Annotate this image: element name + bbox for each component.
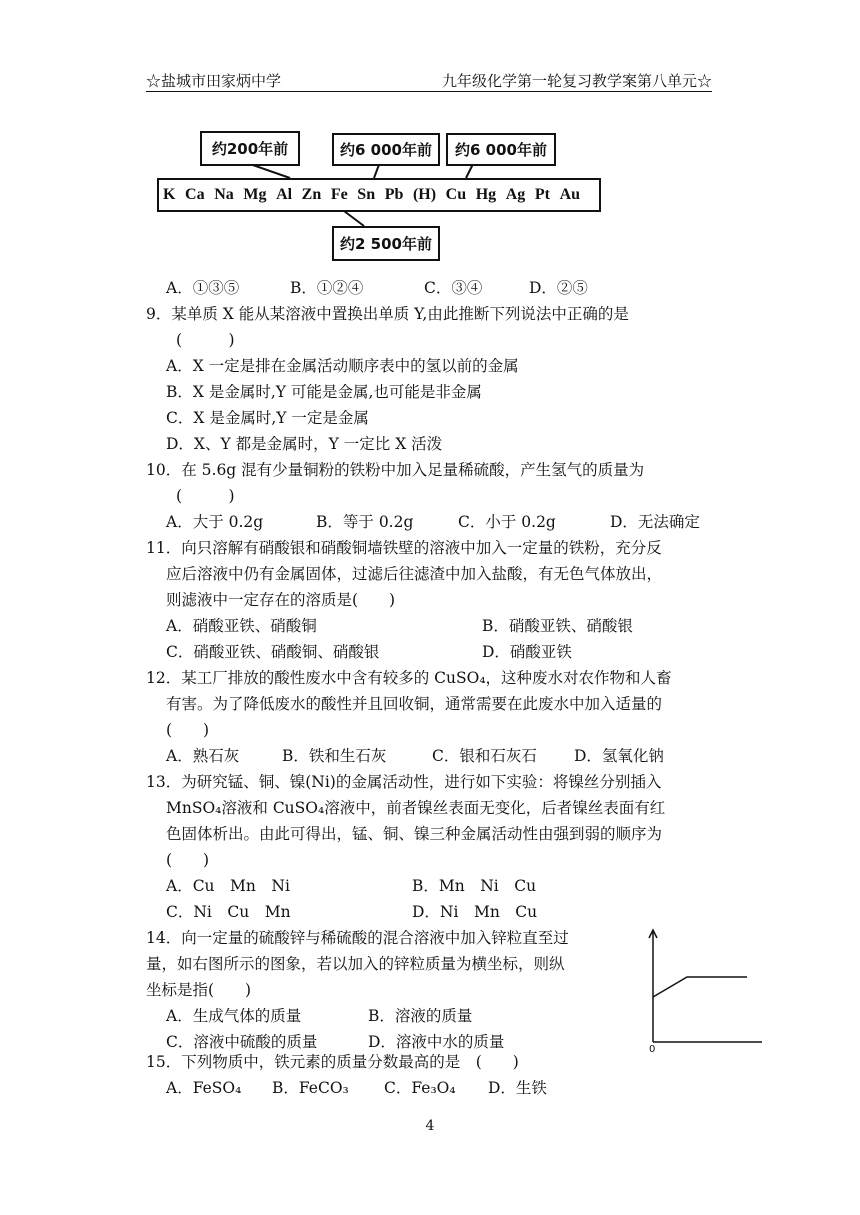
element-mg: Mg <box>243 186 267 203</box>
element-hg: Hg <box>475 186 497 203</box>
q11-option-c: C．硝酸亚铁、硝酸铜、硝酸银 <box>166 643 380 661</box>
q13-stem-line-1: 13．为研究锰、铜、镍(Ni)的金属活动性，进行如下实验：将镍丝分别插入 <box>146 773 662 791</box>
q9-option-b: B．X 是金属时,Y 可能是金属,也可能是非金属 <box>166 383 482 401</box>
element-na: Na <box>214 186 234 203</box>
element-k: K <box>163 186 176 203</box>
q14-graph-origin-label: 0 <box>649 1044 656 1055</box>
element-ca: Ca <box>185 186 205 203</box>
header-school: ☆盐城市田家炳中学 <box>146 72 282 90</box>
q9-option-d: D．X、Y 都是金属时，Y 一定比 X 活泼 <box>166 435 443 453</box>
q9-option-a: A．X 一定是排在金属活动顺序表中的氢以前的金属 <box>166 357 519 375</box>
q12-stem-line-2: 有害。为了降低废水的酸性并且回收铜，通常需要在此废水中加入适量的 <box>166 695 663 713</box>
element-al: Al <box>276 186 293 203</box>
q15-option-a: A．FeSO₄ <box>166 1079 242 1097</box>
q9-answer-paren: ( ) <box>176 331 235 349</box>
label-6000-years-sn: 约6 000年前 <box>332 133 440 166</box>
element-pb: Pb <box>384 186 404 203</box>
q13-stem-line-2: MnSO₄溶液和 CuSO₄溶液中，前者镍丝表面无变化，后者镍丝表面有红 <box>166 799 666 817</box>
element-sn: Sn <box>357 186 376 203</box>
q8-option-a: A．①③⑤ <box>166 279 240 297</box>
q12-option-c: C．银和石灰石 <box>432 747 537 765</box>
q10-option-d: D．无法确定 <box>610 513 700 531</box>
q10-option-c: C．小于 0.2g <box>458 513 556 531</box>
q12-option-a: A．熟石灰 <box>166 747 240 765</box>
q14-option-c: C．溶液中硫酸的质量 <box>166 1033 318 1051</box>
label-200-years: 约200年前 <box>200 131 300 166</box>
q14-option-d: D．溶液中水的质量 <box>368 1033 505 1051</box>
q10-option-b: B．等于 0.2g <box>316 513 414 531</box>
q15-option-b: B．FeCO₃ <box>272 1079 349 1097</box>
element-pt: Pt <box>534 186 551 203</box>
q11-option-b: B．硝酸亚铁、硝酸银 <box>482 617 633 635</box>
element-au: Au <box>559 186 581 203</box>
q15-stem: 15．下列物质中，铁元素的质量分数最高的是 ( ) <box>146 1053 519 1071</box>
q11-stem-line-2: 应后溶液中仍有金属固体，过滤后往滤渣中加入盐酸，有无色气体放出， <box>166 565 663 583</box>
element-zn: Zn <box>301 186 322 203</box>
q12-option-d: D．氢氧化钠 <box>574 747 664 765</box>
q15-option-c: C．Fe₃O₄ <box>384 1079 456 1097</box>
q12-stem-line-1: 12．某工厂排放的酸性废水中含有较多的 CuSO₄，这种废水对农作物和人畜 <box>146 669 672 687</box>
element-ag: Ag <box>505 186 526 203</box>
q12-answer-paren: ( ) <box>166 721 210 739</box>
q9-option-c: C．X 是金属时,Y 一定是金属 <box>166 409 369 427</box>
q13-option-c: C．Ni Cu Mn <box>166 903 291 921</box>
q10-option-a: A．大于 0.2g <box>166 513 264 531</box>
q11-stem-line-3: 则滤液中一定存在的溶质是( ) <box>166 591 396 609</box>
q8-option-b: B．①②④ <box>290 279 364 297</box>
q14-stem-line-3: 坐标是指( ) <box>146 981 252 999</box>
q13-option-a: A．Cu Mn Ni <box>166 877 290 895</box>
header-course: 九年级化学第一轮复习教学案第八单元☆ <box>441 72 712 90</box>
q12-option-b: B．铁和生石灰 <box>282 747 387 765</box>
q11-stem-line-1: 11．向只溶解有硝酸银和硝酸铜墙铁壁的溶液中加入一定量的铁粉，充分反 <box>146 539 662 557</box>
q14-stem-line-2: 量，如右图所示的图象，若以加入的锌粒质量为横坐标，则纵 <box>146 955 565 973</box>
q14-stem-line-1: 14．向一定量的硫酸锌与稀硫酸的混合溶液中加入锌粒直至过 <box>146 929 569 947</box>
element-h: (H) <box>412 186 437 203</box>
q14-graph-line <box>653 977 747 997</box>
q10-stem: 10．在 5.6g 混有少量铜粉的铁粉中加入足量稀硫酸，产生氢气的质量为 <box>146 461 645 479</box>
q13-option-b: B．Mn Ni Cu <box>412 877 537 895</box>
q8-option-d: D．②⑤ <box>529 279 588 297</box>
label-6000-years-cu: 约6 000年前 <box>446 133 556 166</box>
q13-answer-paren: ( ) <box>166 851 210 869</box>
q11-option-a: A．硝酸亚铁、硝酸铜 <box>166 617 317 635</box>
q14-option-b: B．溶液的质量 <box>368 1007 473 1025</box>
q14-option-a: A．生成气体的质量 <box>166 1007 302 1025</box>
q13-option-d: D．Ni Mn Cu <box>412 903 538 921</box>
q13-stem-line-3: 色固体析出。由此可得出，锰、铜、镍三种金属活动性由强到弱的顺序为 <box>166 825 663 843</box>
element-fe: Fe <box>330 186 348 203</box>
q15-option-d: D．生铁 <box>488 1079 547 1097</box>
q10-answer-paren: ( ) <box>176 487 235 505</box>
page-number: 4 <box>425 1118 435 1134</box>
label-2500-years: 约2 500年前 <box>332 226 440 261</box>
q11-option-d: D．硝酸亚铁 <box>482 643 572 661</box>
q9-stem: 9．某单质 X 能从某溶液中置换出单质 Y,由此推断下列说法中正确的是 <box>146 305 629 323</box>
q8-option-c: C．③④ <box>424 279 483 297</box>
element-cu: Cu <box>445 186 467 203</box>
